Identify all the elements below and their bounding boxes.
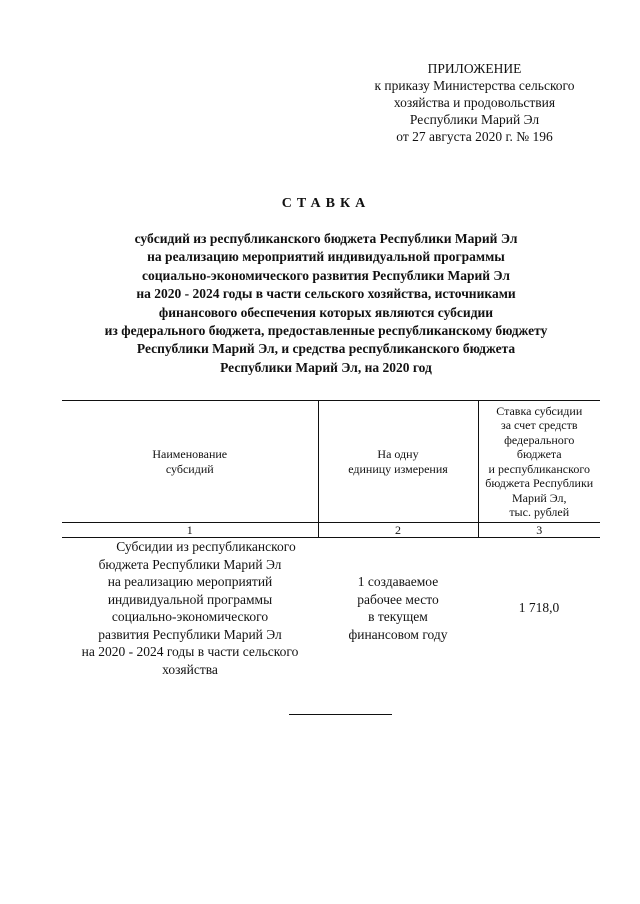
subtitle-line: из федерального бюджета, предоставленные республиканскому бюджету (104, 323, 548, 339)
subtitle-line: Республики Марий Эл, на 2020 год (220, 359, 432, 375)
document-subtitle (0, 230, 640, 377)
subsidy-rate-table (62, 400, 600, 678)
subtitle-line: социально-экономического развития Республики Марий Эл (142, 267, 510, 283)
document-heading: СТАВКА (281, 196, 371, 211)
column-number: 1 (62, 523, 318, 538)
subtitle-line: на 2020 - 2024 годы в части сельского хозяйства, источниками (136, 286, 516, 302)
table-header-row (62, 401, 600, 523)
column-number: 2 (318, 523, 478, 538)
header-per-unit: На одну единицу измерения (318, 401, 478, 523)
appendix-line: хозяйства и продовольствия (393, 95, 556, 110)
header-subsidy-name: Наименование субсидий (62, 401, 318, 523)
appendix-title: ПРИЛОЖЕНИЕ (427, 61, 522, 76)
header-rate: Ставка субсидии за счет средств федерального бюджета и республиканского бюджета Республики Марий Эл, тыс. рублей (478, 401, 600, 523)
appendix-block (352, 60, 597, 145)
unit-cell: 1 создаваемое рабочее место в текущем финансовом году (348, 574, 448, 642)
appendix-line: к приказу Министерства сельского (374, 78, 575, 93)
subtitle-line: на реализацию мероприятий индивидуальной программы (147, 249, 505, 265)
table-column-numbers (62, 523, 600, 538)
table-row (62, 538, 600, 679)
subsidy-name-cell: Субсидии из республиканского бюджета Республики Марий Эл на реализацию мероприятий индивидуальной программы социально-экономического развития Республики Марий Эл на 2020 - 2024 годы в части сельского хозяйства (81, 539, 299, 677)
subtitle-line: субсидий из республиканского бюджета Республики Марий Эл (134, 231, 518, 246)
subtitle-line: Республики Марий Эл, и средства республиканского бюджета (136, 341, 516, 357)
subtitle-line: финансового обеспечения которых являются субсидии (158, 304, 494, 320)
rate-cell: 1 718,0 (518, 600, 560, 616)
appendix-line: Республики Марий Эл (409, 112, 540, 127)
column-number: 3 (478, 523, 600, 538)
appendix-line: от 27 августа 2020 г. № 196 (396, 129, 553, 144)
closing-separator (289, 714, 392, 715)
